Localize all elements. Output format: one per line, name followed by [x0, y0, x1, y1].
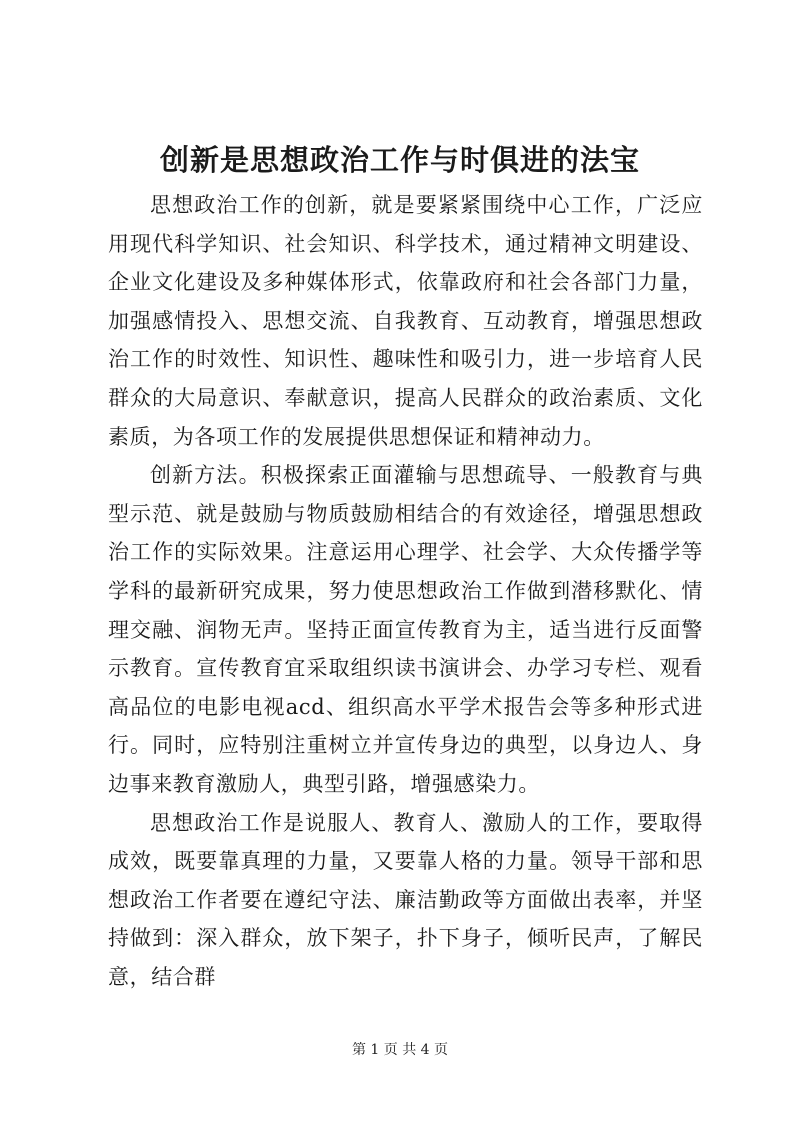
document-body: [108, 186, 703, 996]
paragraph-1: 思想政治工作的创新，就是要紧紧围绕中心工作，广泛应用现代科学知识、社会知识、科学技术，通过精神文明建设、企业文化建设及多种媒体形式，依靠政府和社会各部门力量，加强感情投入、思想交流、自我教育、互动教育，增强思想政治工作的时效性、知识性、趣味性和吸引力，进一步培育人民群众的大局意识、奉献意识，提高人民群众的政治素质、文化素质，为各项工作的发展提供思想保证和精神动力。: [108, 193, 703, 449]
document-title: 创新是思想政治工作与时俱进的法宝: [159, 143, 640, 177]
page-footer: 第 1 页 共 4 页: [351, 1042, 449, 1058]
paragraph-2: 创新方法。积极探索正面灌输与思想疏导、一般教育与典型示范、就是鼓励与物质鼓励相结合的有效途径，增强思想政治工作的实际效果。注意运用心理学、社会学、大众传播学等学科的最新研究成果，努力使思想政治工作做到潜移默化、情理交融、润物无声。坚持正面宣传教育为主，适当进行反面警示教育。宣传教育宜采取组织读书演讲会、办学习专栏、观看高品位的电影电视acd、组织高水平学术报告会等多种形式进行。同时，应特别注重树立并宣传身边的典型，以身边人、身边事来教育激励人，典型引路，增强感染力。: [108, 463, 703, 796]
paragraph-3: 思想政治工作是说服人、教育人、激励人的工作，要取得成效，既要靠真理的力量，又要靠人格的力量。领导干部和思想政治工作者要在遵纪守法、廉洁勤政等方面做出表率，并坚持做到：深入群众，放下架子，扑下身子，倾听民声，了解民意，结合群: [108, 810, 703, 989]
